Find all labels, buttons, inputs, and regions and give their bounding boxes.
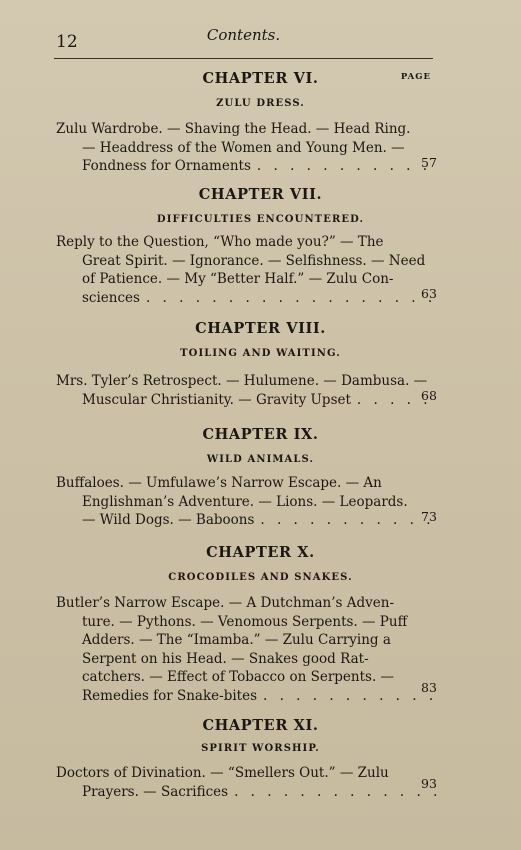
chapter-heading: CHAPTER VI. xyxy=(202,70,319,87)
chapter-subtitle: DIFFICULTIES ENCOUNTERED. xyxy=(156,214,365,225)
chapter-entry xyxy=(56,474,436,530)
entry-line: Zulu Wardrobe. — Shaving the Head. — Head Ring. xyxy=(56,121,411,137)
dot-leader xyxy=(257,157,436,176)
chapter-page-number: 93 xyxy=(421,776,437,791)
entry-line: Adders. — The “Imamba.” — Zulu Carrying a xyxy=(82,632,391,648)
chapter-heading: CHAPTER X. xyxy=(206,544,315,561)
dot-leader xyxy=(260,511,436,530)
chapter-entry xyxy=(56,233,436,307)
entry-line xyxy=(56,157,436,176)
entry-line-text: — Wild Dogs. — Baboons xyxy=(82,512,255,528)
chapter-page-number: 68 xyxy=(421,388,437,403)
entry-line-text: Muscular Christianity. — Gravity Upset xyxy=(82,391,351,408)
chapter-subtitle: CROCODILES AND SNAKES. xyxy=(168,572,353,583)
entry-line: catchers. — Effect of Tobacco on Serpents. — xyxy=(82,669,395,685)
entry-line xyxy=(56,289,436,308)
chapter-entry xyxy=(56,764,436,801)
chapter-heading: CHAPTER VIII. xyxy=(195,320,326,337)
entry-line: Butler’s Narrow Escape. — A Dutchman’s Adven- xyxy=(56,595,395,611)
chapter-entry xyxy=(56,594,436,705)
entry-line xyxy=(56,391,436,410)
entry-line-text: sciences xyxy=(82,289,140,306)
chapter-page-number: 63 xyxy=(421,286,437,301)
chapter-page-number: 57 xyxy=(421,155,437,170)
entry-line: Reply to the Question, “Who made you?” — The xyxy=(56,234,384,250)
chapter-entry xyxy=(56,372,436,409)
chapter-page-number: 73 xyxy=(421,509,437,524)
entry-line-text: Remedies for Snake-bites xyxy=(82,687,258,704)
entry-line: ture. — Pythons. — Venomous Serpents. — Puff xyxy=(82,613,408,630)
entry-line-text: Fondness for Ornaments xyxy=(82,158,251,174)
page-column-label: PAGE xyxy=(400,72,431,82)
chapter-subtitle: ZULU DRESS. xyxy=(216,98,305,109)
entry-line: — Headdress of the Women and Young Men. — xyxy=(82,139,405,156)
chapter-entry xyxy=(56,120,436,176)
entry-line xyxy=(56,511,436,530)
running-title: Contents. xyxy=(206,26,281,44)
chapter-heading: CHAPTER IX. xyxy=(202,426,319,443)
chapter-subtitle: SPIRIT WORSHIP. xyxy=(201,743,320,754)
chapter-heading: CHAPTER XI. xyxy=(202,717,319,734)
entry-line: Serpent on his Head. — Snakes good Rat- xyxy=(82,650,369,667)
entry-line-text: Prayers. — Sacrifices xyxy=(82,783,229,800)
entry-line xyxy=(56,687,436,706)
entry-line: Great Spirit. — Ignorance. — Selfishness. — Need xyxy=(82,252,426,269)
dot-leader xyxy=(234,783,436,802)
entry-line: Buffaloes. — Umfulawe’s Narrow Escape. — An xyxy=(56,475,382,491)
entry-line: Englishman’s Adventure. — Lions. — Leopards. xyxy=(82,493,408,510)
dot-leader xyxy=(263,687,436,706)
entry-line: of Patience. — My “Better Half.” — Zulu Con- xyxy=(82,271,394,287)
chapter-heading: CHAPTER VII. xyxy=(198,186,323,203)
page-header xyxy=(54,22,433,59)
entry-line: Mrs. Tyler’s Retrospect. — Hulumene. — Dambusa. — xyxy=(56,373,428,389)
page-number: 12 xyxy=(56,32,78,52)
chapter-subtitle: WILD ANIMALS. xyxy=(206,454,315,465)
chapter-page-number: 83 xyxy=(421,680,437,695)
dot-leader xyxy=(146,289,436,308)
chapter-subtitle: TOILING AND WAITING. xyxy=(180,348,341,359)
entry-line: Doctors of Divination. — “Smellers Out.” — Zulu xyxy=(56,765,389,781)
entry-line xyxy=(56,783,436,802)
